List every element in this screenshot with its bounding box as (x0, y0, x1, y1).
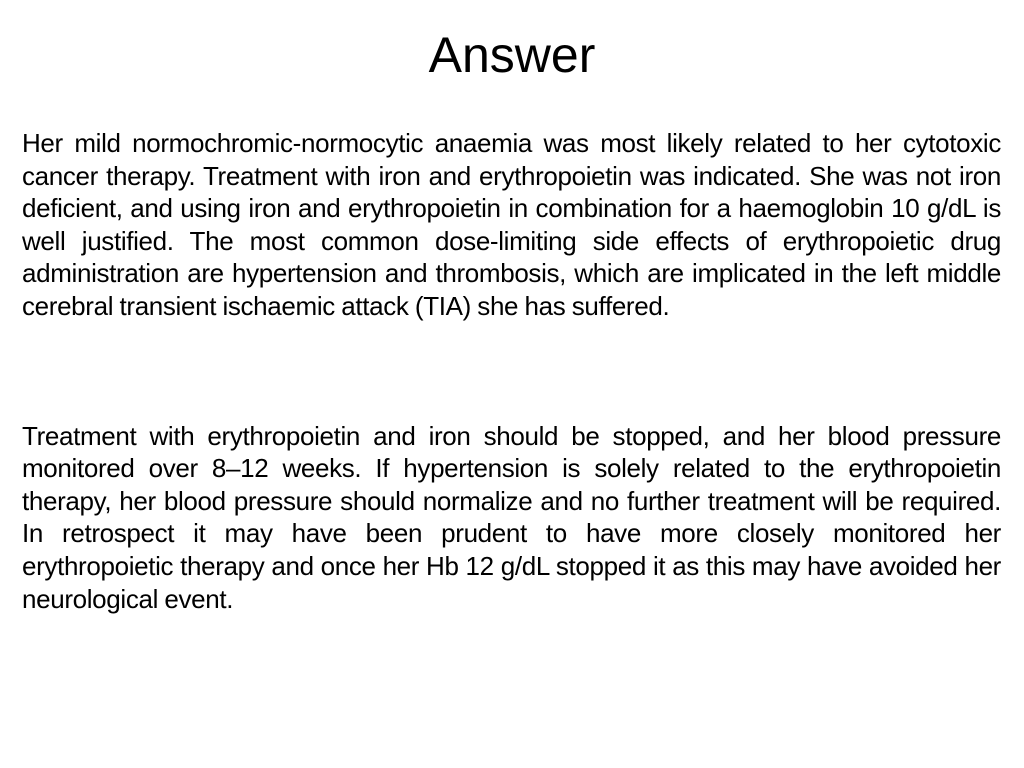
slide-body (22, 127, 1001, 615)
body-paragraph: Her mild normochromic-normocytic anaemia was most likely related to her cytotoxic cancer therapy. Treatment with iron and erythropoietin was indicated. She was not iron deficient, and using iron and erythropoietin in combination for a haemoglobin 10 g/dL is well justified. The most common dose-limiting side effects of erythropoietic drug administration are hypertension and thrombosis, which are implicated in the left middle cerebral transient ischaemic attack (TIA) she has suffered. (22, 128, 1001, 321)
slide-title: Answer (428, 27, 596, 83)
body-paragraph: Treatment with erythropoietin and iron should be stopped, and her blood pressure monitored over 8–12 weeks. If hypertension is solely related to the erythropoietin therapy, her blood pressure should normalize and no further treatment will be required. In retrospect it may have been prudent to have more closely monitored her erythropoietic therapy and once her Hb 12 g/dL stopped it as this may have avoided her neurological event. (22, 420, 1001, 614)
